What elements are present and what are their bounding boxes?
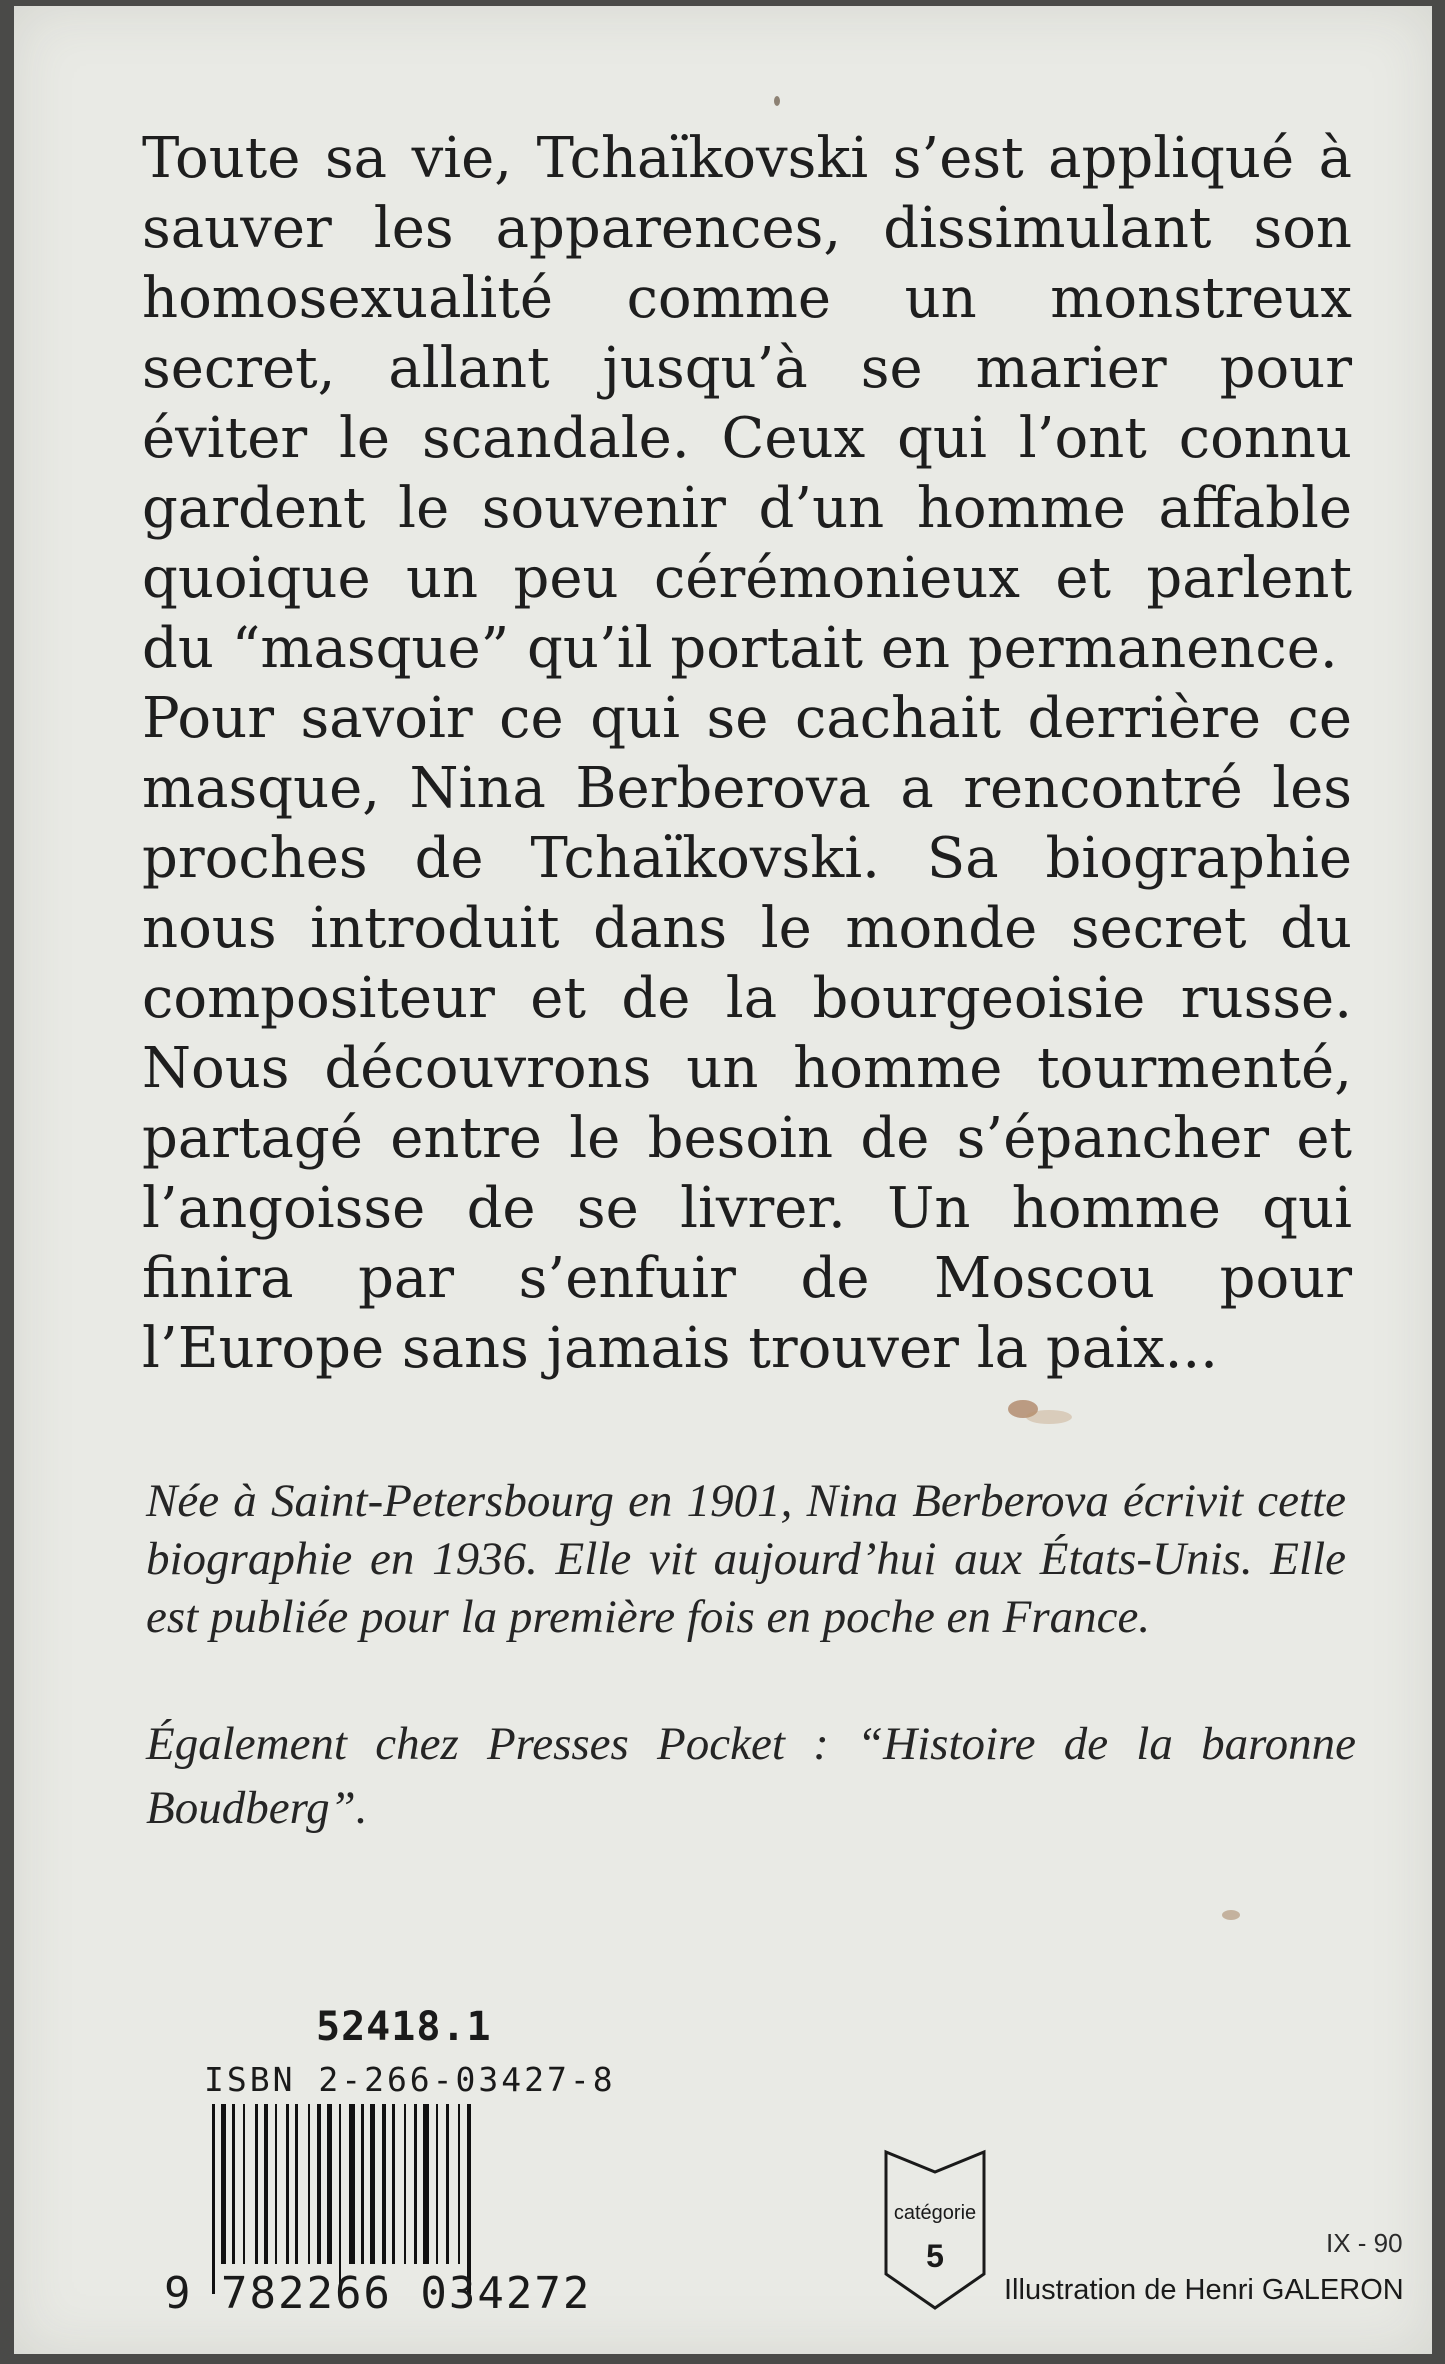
book-back-cover xyxy=(14,6,1432,2354)
stain-mark xyxy=(774,96,780,106)
category-shield-icon xyxy=(880,2146,990,2314)
blurb-paragraph-1: Toute sa vie, Tchaïkovski s’est appliqué à sauver les apparences, dissimulant son homosexualité comme un monstreux secret, allant jusqu’à se marier pour éviter le scandale. Ceux qui l’ont connu gardent le souvenir d’un homme affable quoique un peu cérémonieux et parlent du “masque” qu’il portait en permanence. xyxy=(142,126,1352,681)
print-code: IX - 90 xyxy=(1326,2228,1403,2258)
blurb-paragraph-2: Pour savoir ce qui se cachait derrière ce masque, Nina Berberova a rencontré les proches de Tchaïkovski. Sa biographie nous introduit dans le monde secret du compositeur et de la bourgeoisie russe. Nous découvrons un homme tourmenté, partagé entre le besoin de s’épancher et l’angoisse de se livrer. Un homme qui finira par s’enfuir de Moscou pour l’Europe sans jamais trouver la paix... xyxy=(142,686,1352,1381)
category-number: 5 xyxy=(926,2238,944,2274)
illustration-credit: Illustration de Henri GALERON xyxy=(1004,2274,1404,2306)
blurb-text xyxy=(142,124,1352,1384)
author-bio: Née à Saint-Petersbourg en 1901, Nina Berberova écrivit cette biographie en 1936. Elle vit aujourd’hui aux États-Unis. Elle est publiée pour la première fois en poche en France. xyxy=(146,1475,1346,1643)
barcode-digits: 9 782266 034272 xyxy=(164,2268,592,2319)
barcode xyxy=(212,2104,632,2294)
stain-mark xyxy=(1026,1410,1072,1424)
stain-mark xyxy=(1222,1910,1240,1920)
isbn-number: ISBN 2-266-03427-8 xyxy=(204,2060,616,2099)
category-label: catégorie xyxy=(893,2202,977,2224)
also-available-note: Également chez Presses Pocket : “Histoire de la baronne Boudberg”. xyxy=(146,1718,1356,1834)
catalog-number: 52418.1 xyxy=(316,2004,492,2050)
